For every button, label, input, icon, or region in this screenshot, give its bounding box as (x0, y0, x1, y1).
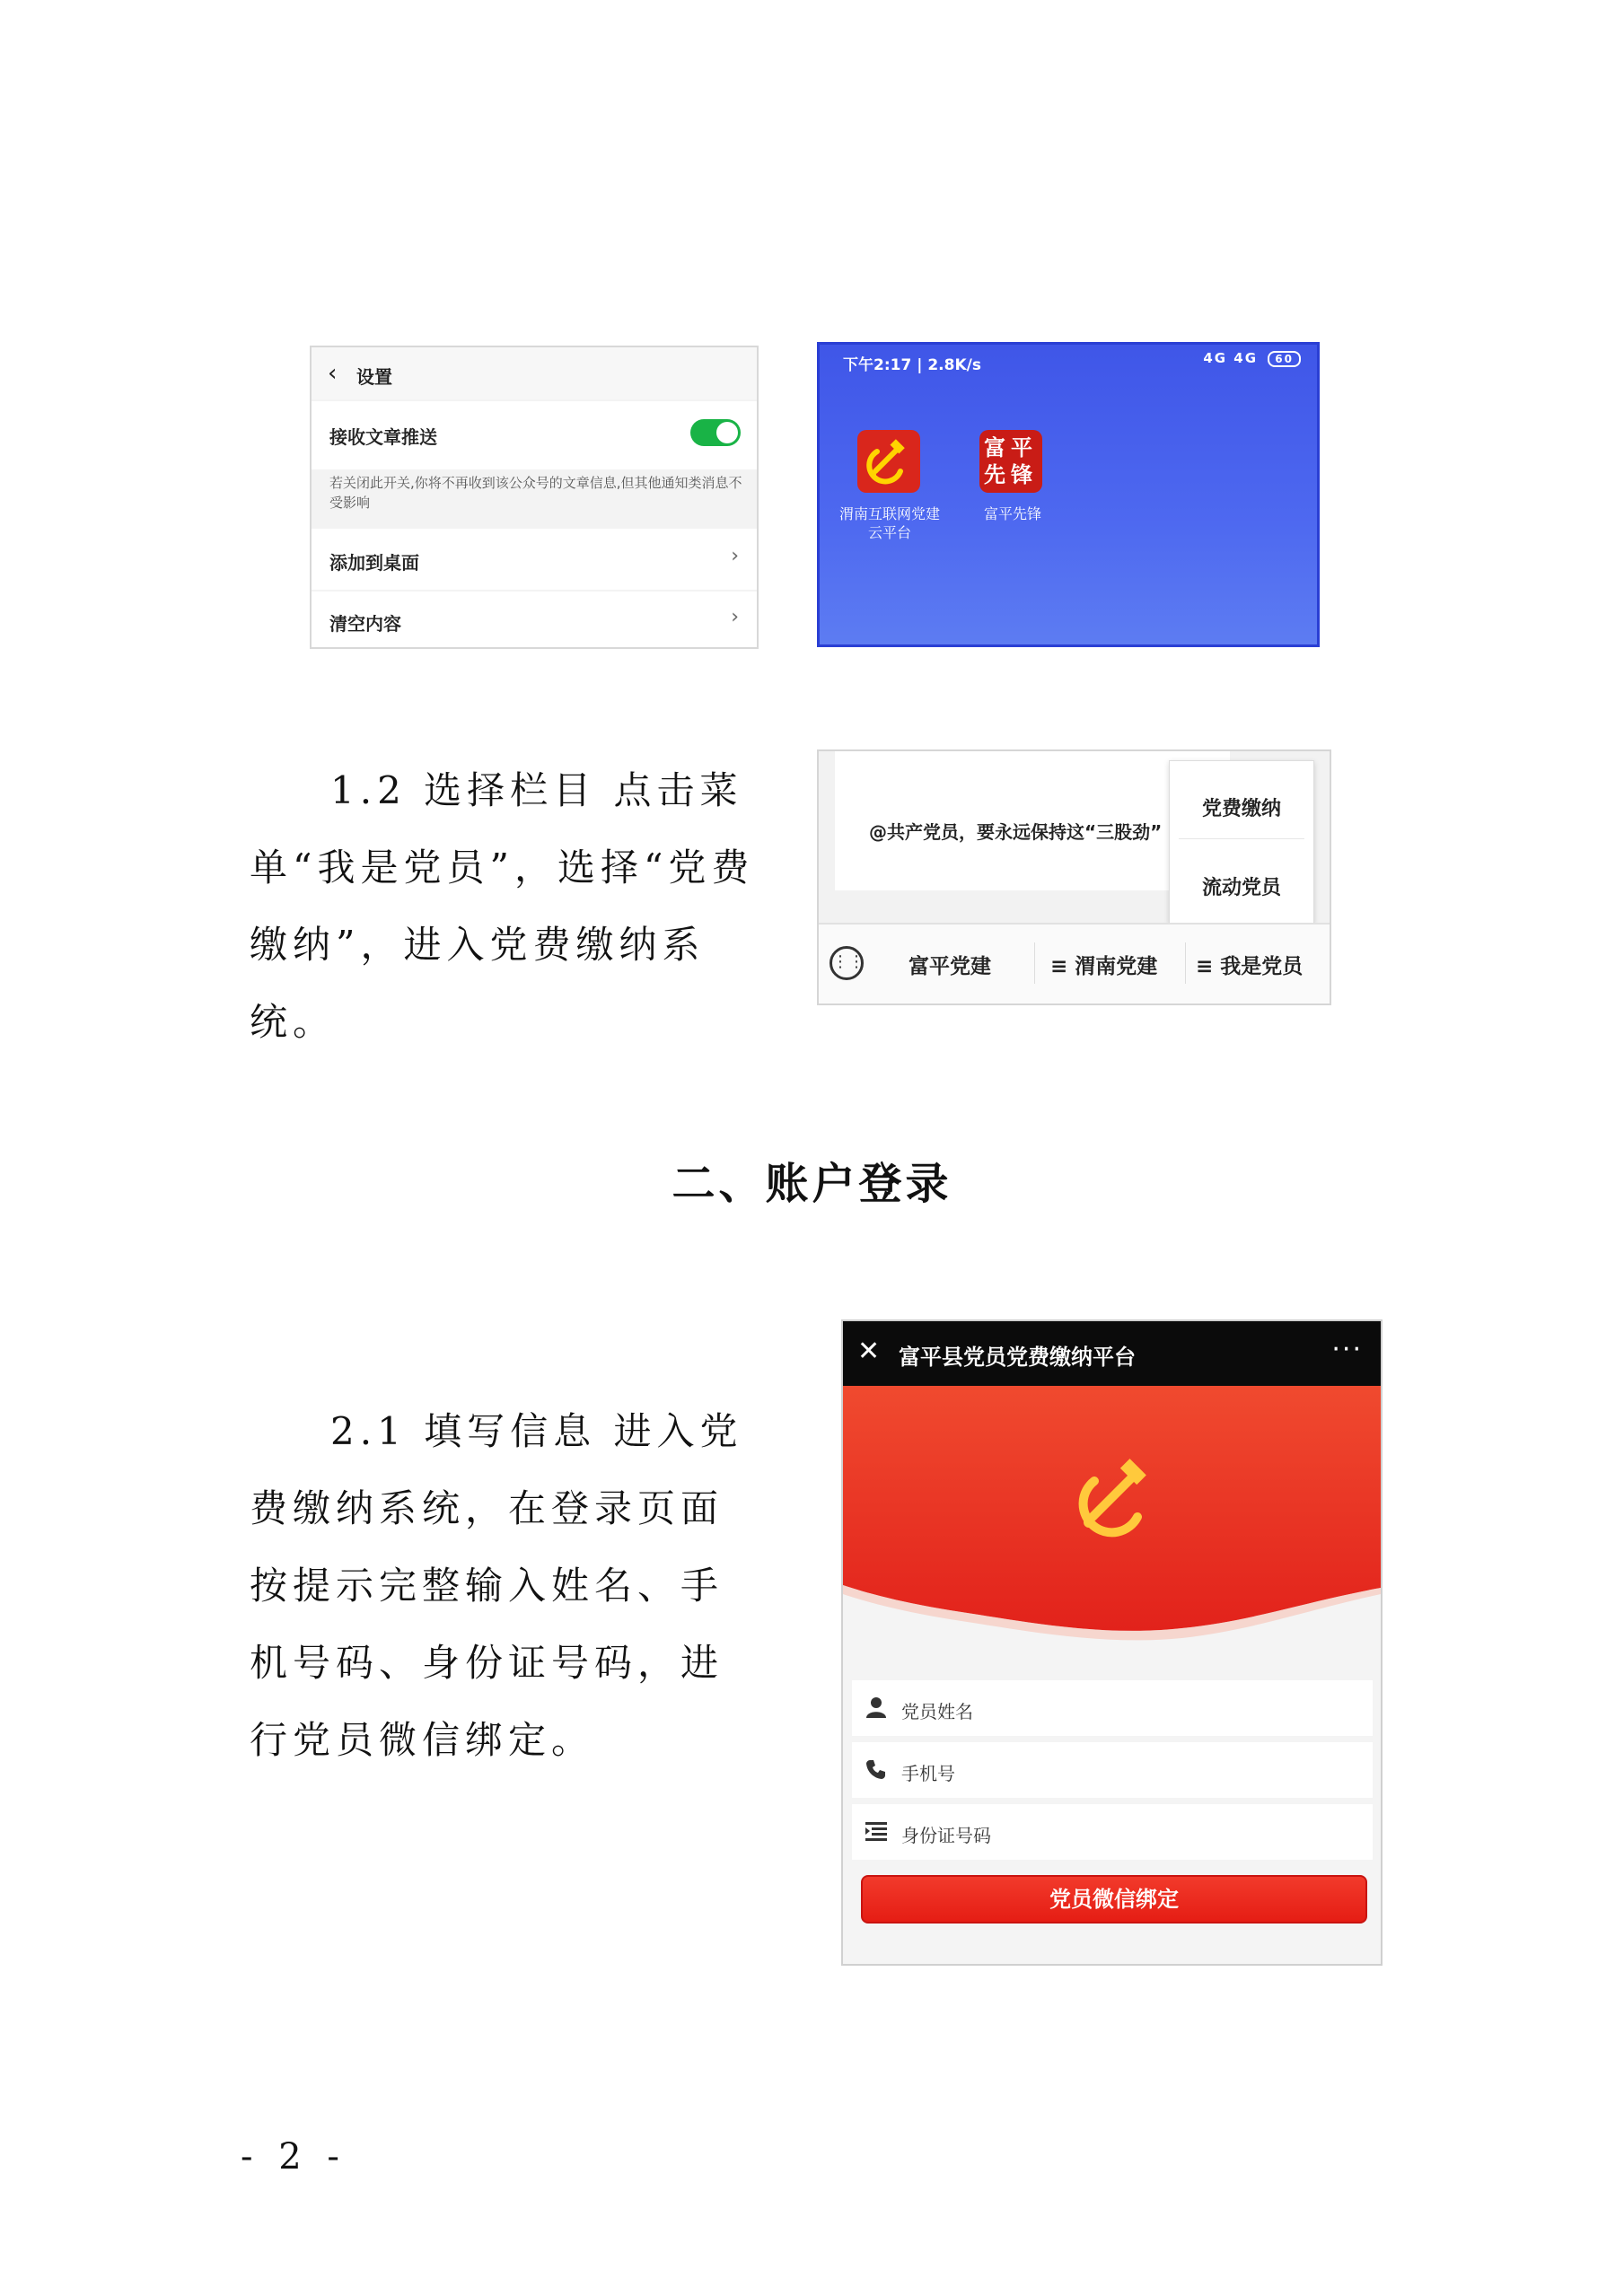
article-title: @共产党员，要永远保持这“三股劲” (869, 821, 1163, 843)
page-number: - 2 - (241, 2136, 347, 2178)
section-1-2-paragraph (250, 752, 761, 1061)
bind-wechat-button[interactable]: 党员微信绑定 (861, 1875, 1367, 1924)
tab-weinan-party[interactable]: ≡ 渭南党建 (1050, 955, 1158, 978)
phone-icon (865, 1757, 888, 1781)
tab-divider (1185, 942, 1186, 984)
chevron-right-icon: › (731, 545, 739, 567)
push-setting-note: 若关闭此开关,你将不再收到该公众号的文章信息,但其他通知类消息不受影响 (329, 475, 742, 511)
add-to-desktop-row[interactable] (312, 529, 757, 590)
menu-item-mobile-member[interactable]: 流动党员 (1201, 877, 1281, 899)
submenu-popup (1169, 760, 1314, 924)
tab-divider (1034, 942, 1035, 984)
section-2-1-text: 2.1 填写信息 进入党费缴纳系统，在登录页面按提示完整输入姓名、手机号码、身份证号码，进行党员微信绑定。 (250, 1409, 743, 1762)
more-options-icon[interactable]: ··· (1331, 1334, 1363, 1365)
tab-i-am-member[interactable]: ≡ 我是党员 (1196, 955, 1304, 978)
home-screenshot (817, 342, 1320, 647)
status-time: 下午2:17 | 2.8K/s (843, 356, 981, 374)
menu-item-dues-payment[interactable]: 党费缴纳 (1201, 798, 1281, 820)
login-page-title: 富平县党员党费缴纳平台 (899, 1345, 1136, 1370)
push-setting-label: 接收文章推送 (329, 426, 437, 448)
menu-screenshot (817, 749, 1331, 1005)
id-field-placeholder: 身份证号码 (901, 1825, 991, 1846)
party-emblem-icon[interactable] (857, 430, 920, 493)
push-setting-row[interactable] (312, 401, 757, 469)
name-field-placeholder: 党员姓名 (901, 1701, 973, 1722)
fuping-pioneer-app-icon[interactable] (979, 430, 1042, 493)
back-chevron-icon[interactable]: ‹ (328, 360, 338, 387)
clear-content-row[interactable] (312, 592, 757, 649)
app-label-weinan: 渭南互联网党建云平台 (838, 505, 940, 541)
add-to-desktop-label: 添加到桌面 (329, 552, 419, 574)
id-number-field[interactable] (852, 1804, 1373, 1860)
clear-content-label: 清空内容 (329, 613, 401, 635)
close-icon[interactable]: ✕ (857, 1336, 881, 1367)
toggle-knob (716, 422, 738, 443)
push-toggle[interactable] (690, 419, 741, 446)
app-label-fuping: 富平先锋 (983, 505, 1041, 522)
menu-divider (1179, 838, 1304, 839)
settings-title: 设置 (356, 366, 392, 388)
name-field[interactable] (852, 1680, 1373, 1736)
bottom-menu-bar (819, 923, 1330, 1003)
person-icon (865, 1696, 888, 1719)
settings-header (312, 347, 757, 399)
fuping-calligraphy-text: 富平先锋 (984, 434, 1038, 487)
keyboard-icon[interactable]: ⋮⋮ (830, 946, 864, 980)
section-1-2-text: 1.2 选择栏目 点击菜单“我是党员”，选择“党费缴纳”，进入党费缴纳系统。 (250, 768, 755, 1044)
phone-field-placeholder: 手机号 (901, 1763, 955, 1784)
login-screenshot (841, 1319, 1383, 1966)
signal-icons: 4G 4G (1203, 350, 1259, 366)
chevron-right-icon: › (731, 606, 739, 628)
list-indent-icon (865, 1819, 888, 1843)
status-icons (1203, 350, 1301, 367)
settings-screenshot (310, 346, 759, 649)
party-emblem-icon (1067, 1447, 1166, 1546)
phone-field[interactable] (852, 1742, 1373, 1798)
section-heading: 二、账户登录 (672, 1159, 952, 1209)
login-title-bar (843, 1321, 1381, 1386)
battery-icon: 60 (1268, 351, 1301, 367)
tab-fuping-party[interactable]: 富平党建 (909, 955, 991, 978)
section-2-1-paragraph (250, 1393, 761, 1779)
